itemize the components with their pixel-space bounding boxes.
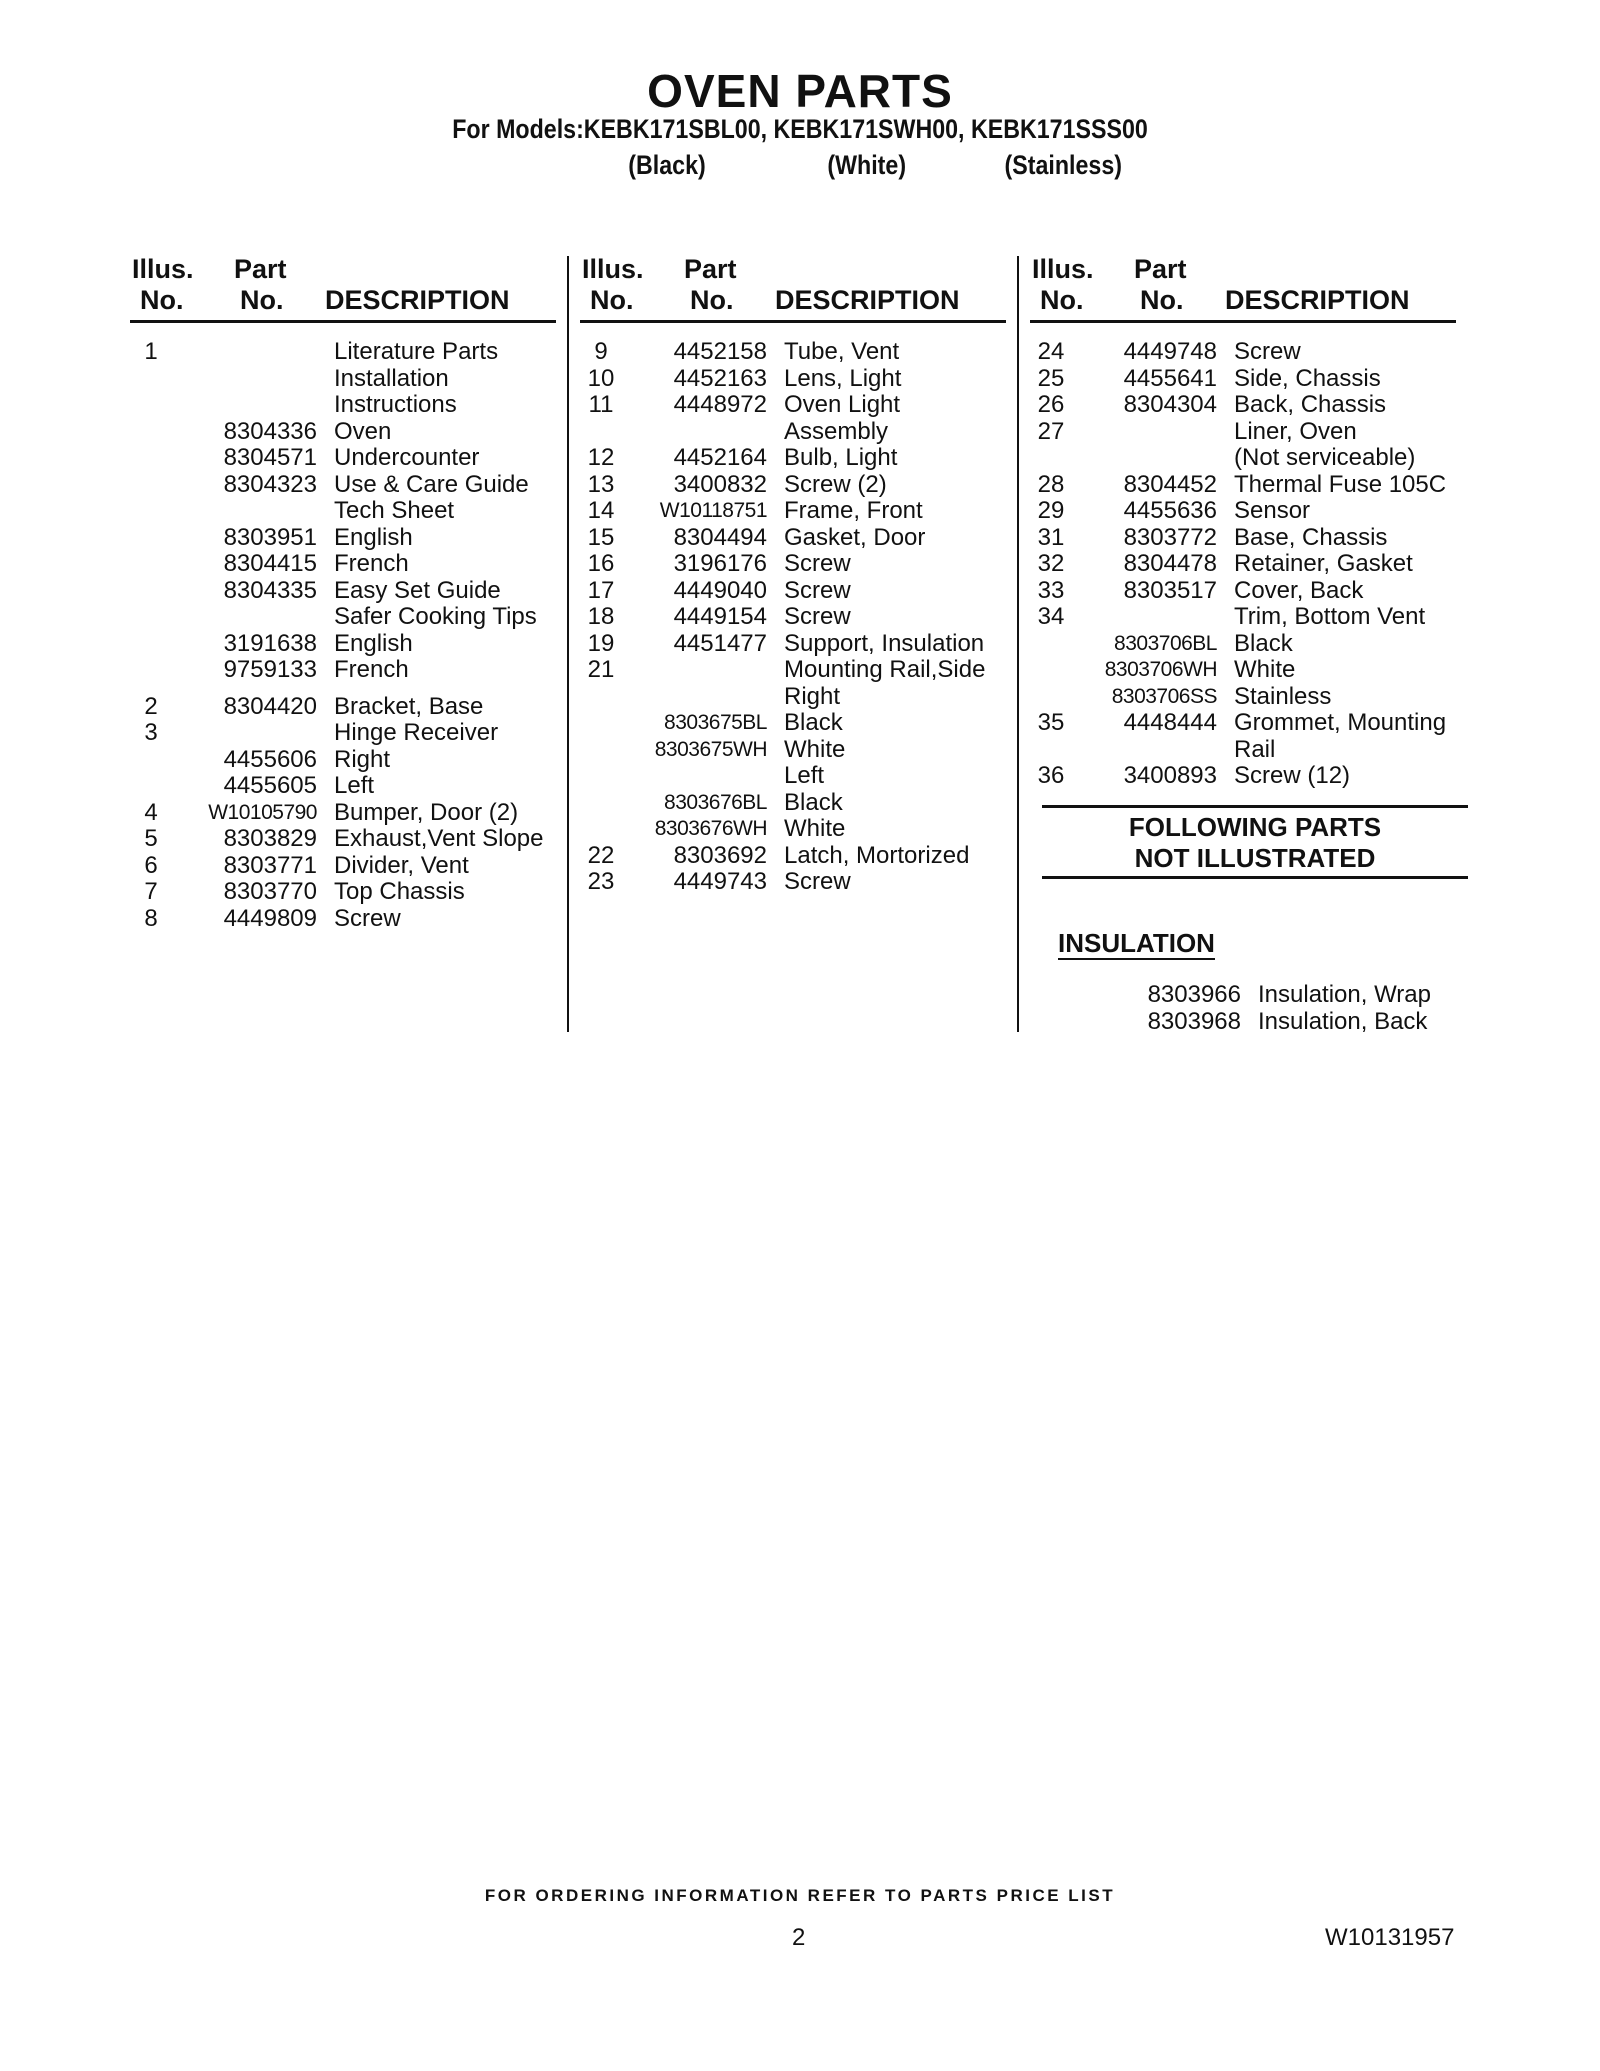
part-description: Screw [784,868,851,895]
part-description: (Not serviceable) [1234,444,1416,471]
part-number: 8303676WH [654,817,767,840]
models-line: For Models:KEBK171SBL00, KEBK171SWH00, KEBK171SSS00 [452,114,1148,144]
parts-row [130,906,556,933]
parts-row [1030,684,1456,711]
parts-row [580,657,1006,684]
part-description: Grommet, Mounting [1234,709,1447,736]
color-label-white: (White) [827,150,907,180]
parts-row [580,578,1006,605]
part-description: Lens, Light [784,364,902,392]
illus-number: 12 [587,444,615,471]
parts-row [1030,366,1456,393]
part-header-line1: Part [684,254,737,284]
part-description: Back, Chassis [1234,391,1387,418]
illus-number: 22 [587,841,615,869]
illus-header-line2: No. [1040,285,1084,315]
part-number: 4455641 [1123,364,1217,392]
part-number: 8304335 [223,576,317,604]
part-description: Exhaust,Vent Slope [334,825,544,852]
part-description: Oven [334,417,392,445]
part-header-line1: Part [1134,254,1187,284]
parts-row [1030,710,1456,737]
parts-row [1030,657,1456,684]
part-description: Sensor [1234,497,1311,524]
color-label-stainless: (Stainless) [1004,150,1122,180]
part-description: Divider, Vent [334,851,469,879]
parts-row [1030,472,1456,499]
illus-number: 19 [587,629,615,657]
parts-row [580,445,1006,472]
parts-row [580,737,1006,764]
part-number: 8303676BL [664,790,767,814]
illus-header-line1: Illus. [582,254,644,284]
column-header [580,254,1006,323]
parts-row [1030,392,1456,419]
illus-number: 10 [587,364,615,392]
part-number: 4449748 [1123,338,1217,365]
parts-row [580,604,1006,631]
part-number: 8304323 [223,470,317,498]
parts-row [130,747,556,774]
part-description: Literature Parts [334,338,499,365]
parts-row [130,631,556,658]
part-number: 8303675WH [654,737,767,761]
parts-row [580,472,1006,499]
parts-row [1030,525,1456,552]
parts-row [580,631,1006,658]
illus-number: 36 [1037,762,1065,789]
parts-row [580,869,1006,896]
part-description: Screw [784,576,851,604]
part-number: 4448444 [1123,709,1217,736]
part-description: Support, Insulation [784,629,985,657]
part-number: 8304336 [223,417,317,445]
part-description: Bumper, Door (2) [334,798,519,826]
color-label-black: (Black) [628,150,706,180]
part-description: Screw (2) [784,470,887,498]
parts-row [130,826,556,853]
illus-number: 18 [587,603,615,630]
illus-number: 17 [587,576,615,604]
part-number: 8304478 [1123,550,1217,577]
column-divider-2 [1017,256,1019,1032]
part-number: 3400893 [1123,762,1217,789]
part-number: 4452158 [673,338,767,365]
illus-number: 11 [588,391,614,418]
document-number: W10131957 [1325,1924,1455,1951]
parts-row [130,366,556,393]
parts-row [580,419,1006,446]
part-description: Side, Chassis [1234,364,1381,392]
part-number: 8303706SS [1111,684,1217,708]
part-description: French [334,550,409,577]
part-number: 8303829 [223,825,317,852]
parts-row [580,551,1006,578]
part-number: 4449154 [673,603,767,630]
illus-header-line2: No. [140,285,184,315]
part-description: Screw [784,550,851,577]
parts-row [1030,763,1456,790]
part-description: English [334,629,413,657]
part-description: Assembly [784,417,889,445]
parts-row [130,694,556,721]
part-number: 8303772 [1123,523,1217,551]
part-number: 8303517 [1123,576,1217,604]
part-number: 8304494 [673,523,767,551]
part-number: 4455606 [223,745,317,773]
part-number: 8304420 [223,692,317,720]
part-header-line2: No. [1140,285,1184,315]
not-illustrated-box [1042,805,1468,879]
part-description: Right [784,682,841,710]
parts-column-2 [580,254,1006,896]
part-number: 3196176 [673,550,767,577]
part-description: Thermal Fuse 105C [1234,470,1447,498]
part-description: Insulation, Wrap [1258,981,1431,1008]
parts-row [580,790,1006,817]
part-description: Easy Set Guide [334,576,501,604]
column-header [1030,254,1456,323]
parts-row [130,339,556,366]
illus-number: 29 [1037,497,1065,524]
part-header-line2: No. [240,285,284,315]
part-number: 8303675BL [664,711,767,734]
parts-row [130,551,556,578]
part-number: 3400832 [673,470,767,498]
parts-row [130,498,556,525]
part-description: Frame, Front [784,497,923,524]
part-description: Oven Light [784,391,901,418]
part-number: 9759133 [223,656,317,683]
part-number: 8303706BL [1114,631,1217,655]
illus-number: 14 [587,497,615,524]
part-description: Trim, Bottom Vent [1234,603,1426,630]
parts-row [1030,419,1456,446]
part-number: 8304415 [223,550,317,577]
part-description: Black [1234,629,1293,657]
parts-row [580,525,1006,552]
insulation-list [1042,982,1472,1035]
illus-number: 35 [1037,709,1065,736]
parts-row [130,773,556,800]
not-illustrated-line1: FOLLOWING PARTS [1128,812,1382,842]
parts-row [1030,551,1456,578]
part-description: Screw [784,603,851,630]
parts-row [580,366,1006,393]
illus-number: 24 [1037,338,1065,365]
part-number: 8303968 [1147,1007,1241,1035]
row-spacer [130,684,556,694]
part-description: Black [784,788,843,816]
parts-row [580,684,1006,711]
parts-row [580,816,1006,843]
illus-number: 28 [1037,470,1065,498]
illus-number: 2 [144,692,158,720]
parts-column-1 [130,254,556,932]
parts-row [1030,498,1456,525]
column-header [130,254,556,323]
parts-row [130,392,556,419]
part-description: English [334,523,413,551]
part-description: Rail [1234,735,1276,763]
column-divider-1 [567,256,569,1032]
parts-row [1030,339,1456,366]
part-number: 8304304 [1123,391,1217,418]
part-number: 8304571 [223,444,317,471]
insulation-row [1042,982,1472,1009]
illus-number: 23 [587,868,615,895]
part-description: Left [334,772,375,799]
part-description: Cover, Back [1234,576,1364,604]
illus-number: 7 [144,878,158,905]
parts-row [580,843,1006,870]
parts-rows [130,339,556,932]
part-number: 4449040 [673,576,767,604]
parts-row [130,604,556,631]
illus-number: 9 [594,338,608,365]
illus-number: 13 [587,470,615,498]
page-number: 2 [792,1924,806,1951]
part-description: Undercounter [334,444,480,471]
part-description: Liner, Oven [1234,417,1357,445]
parts-row [1030,445,1456,472]
color-labels [0,150,1600,186]
parts-rows [1030,339,1456,790]
part-description: Screw (12) [1234,762,1351,789]
part-number: 8303770 [223,878,317,905]
part-description: French [334,656,409,683]
illus-number: 4 [144,798,158,826]
part-description: Screw [334,904,401,932]
illus-number: 32 [1037,550,1065,577]
illus-number: 8 [144,904,158,932]
parts-row [1030,631,1456,658]
parts-column-3 [1030,254,1456,790]
illus-number: 25 [1037,364,1065,392]
part-header-line1: Part [234,254,287,284]
part-description: Top Chassis [334,878,465,905]
part-number: 4448972 [673,391,767,418]
insulation-heading: INSULATION [1058,928,1215,958]
part-number: 8303706WH [1104,658,1217,681]
illus-number: 3 [144,719,158,746]
part-description: Right [334,745,391,773]
part-number: 8304452 [1123,470,1217,498]
illus-header-line1: Illus. [1032,254,1094,284]
part-number: 4452163 [673,364,767,392]
part-number: 3191638 [223,629,317,657]
part-description: Hinge Receiver [334,719,499,746]
part-number: W10105790 [208,800,317,824]
parts-row [130,525,556,552]
parts-row [130,578,556,605]
parts-row [130,419,556,446]
ordering-note: FOR ORDERING INFORMATION REFER TO PARTS PRICE LIST [484,1886,1116,1905]
parts-row [130,800,556,827]
part-number: 4455605 [223,772,317,799]
illus-number: 16 [587,550,615,577]
part-header-line2: No. [690,285,734,315]
description-header: DESCRIPTION [775,285,960,315]
parts-row [580,339,1006,366]
part-description: Bulb, Light [784,444,898,471]
illus-number: 34 [1037,603,1065,630]
part-number: 4449809 [223,904,317,932]
part-description: Mounting Rail,Side [784,656,986,683]
part-description: Left [784,762,825,789]
illus-number: 27 [1037,417,1065,445]
part-number: 4455636 [1123,497,1217,524]
part-number: 4449743 [673,868,767,895]
illus-header-line1: Illus. [132,254,194,284]
part-description: White [1234,656,1296,683]
part-description: Gasket, Door [784,523,926,551]
part-description: Installation [334,364,449,392]
parts-row [580,710,1006,737]
illus-number: 33 [1037,576,1065,604]
parts-row [580,498,1006,525]
parts-row [130,879,556,906]
description-header: DESCRIPTION [325,285,510,315]
illus-number: 1 [144,338,158,365]
illus-number: 26 [1037,391,1065,418]
part-description: Screw [1234,338,1301,365]
part-description: White [784,815,846,842]
part-number: 4452164 [673,444,767,471]
description-header: DESCRIPTION [1225,285,1410,315]
part-description: White [784,735,846,763]
not-illustrated-line2: NOT ILLUSTRATED [1134,843,1376,873]
illus-number: 31 [1037,523,1065,551]
part-description: Retainer, Gasket [1234,550,1413,577]
part-description: Tube, Vent [784,338,900,365]
parts-row [130,657,556,684]
part-description: Stainless [1234,682,1332,710]
insulation-row [1042,1009,1472,1036]
parts-row [130,853,556,880]
illus-number: 5 [144,825,158,852]
parts-row [1030,604,1456,631]
page-title: OVEN PARTS [647,65,953,117]
part-description: Latch, Mortorized [784,841,970,869]
parts-row [130,445,556,472]
parts-row [1030,737,1456,764]
parts-row [580,392,1006,419]
illus-number: 21 [587,656,615,683]
parts-row [130,720,556,747]
illus-header-line2: No. [590,285,634,315]
parts-row [1030,578,1456,605]
part-description: Bracket, Base [334,692,484,720]
parts-row [580,763,1006,790]
part-number: 8303771 [223,851,317,879]
parts-row [130,472,556,499]
part-number: 8303692 [673,841,767,869]
part-description: Instructions [334,391,457,418]
part-description: Insulation, Back [1258,1007,1428,1035]
part-description: Black [784,709,843,736]
part-number: W10118751 [659,499,767,522]
part-description: Use & Care Guide [334,470,529,498]
part-description: Tech Sheet [334,497,455,524]
part-number: 4451477 [673,629,767,657]
illus-number: 6 [144,851,158,879]
part-number: 8303951 [223,523,317,551]
part-number: 8303966 [1147,981,1241,1008]
parts-rows [580,339,1006,896]
part-description: Safer Cooking Tips [334,603,537,630]
part-description: Base, Chassis [1234,523,1388,551]
illus-number: 15 [587,523,615,551]
